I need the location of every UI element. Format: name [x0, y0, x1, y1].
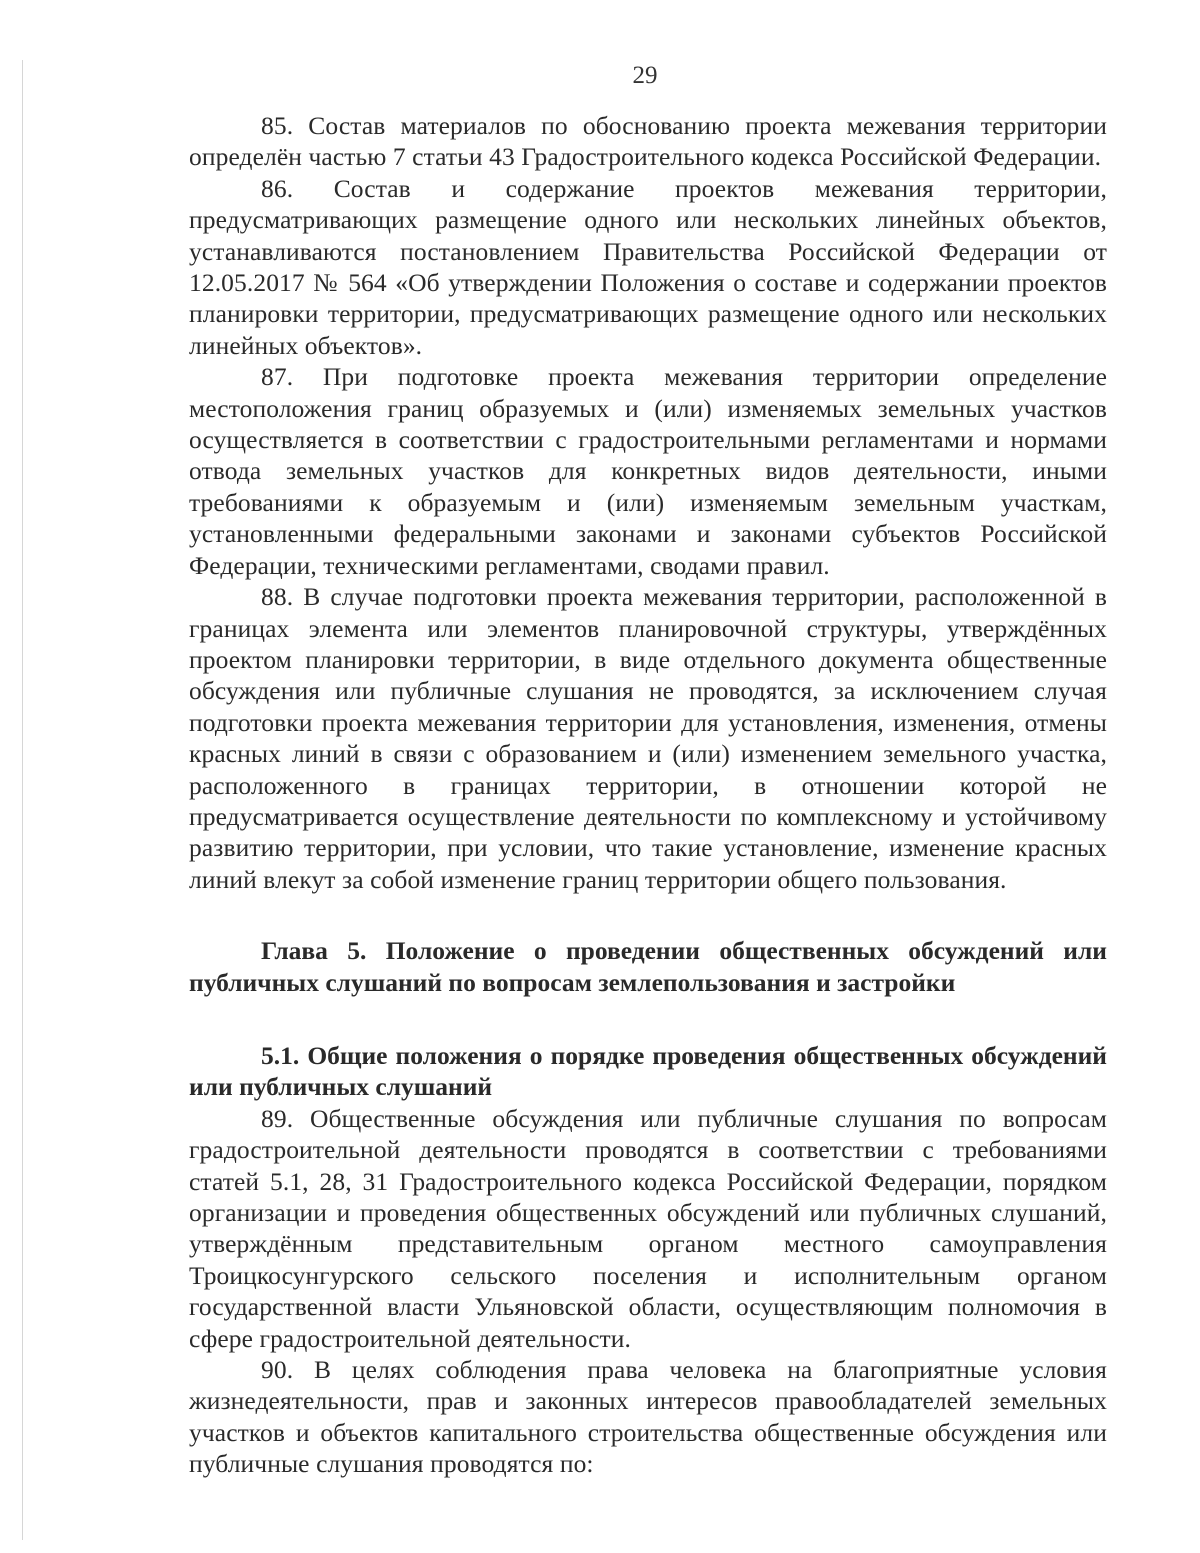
chapter-heading: Глава 5. Положение о проведении общественных обсуждений или публичных слушаний по вопросам землепользования и застройки: [189, 936, 1107, 997]
section-heading: 5.1. Общие положения о порядке проведения общественных обсуждений или публичных слушаний: [189, 1040, 1107, 1102]
paragraph-87: 87. При подготовке проекта межевания территории определение местоположения границ образуемых и (или) изменяемых земельных участков осуществляется в соответствии с градостроительными регламентами и нормами отвода земельных участков для конкретных видов деятельности, иными требованиями к образуемым и (или) изменяемым земельным участкам, установленными федеральными законами и законами субъектов Российской Федерации, техническими регламентами, сводами правил.: [189, 362, 1107, 580]
paragraph-90: 90. В целях соблюдения права человека на благоприятные условия жизнедеятельности, прав и законных интересов правообладателей земельных участков и объектов капитального строительства общественные обсуждения или публичные слушания проводятся по:: [189, 1355, 1107, 1479]
paragraph-86: 86. Состав и содержание проектов межевания территории, предусматривающих размещение одного или нескольких линейных объектов, устанавливаются постановлением Правительства Российской Федерации от 12.05.2017 № 564 «Об утверждении Положения о составе и содержании проектов планировки территории, предусматривающих размещение одного или нескольких линейных объектов».: [189, 173, 1107, 360]
paragraph-88: 88. В случае подготовки проекта межевания территории, расположенной в границах элемента или элементов планировочной структуры, утверждённых проектом планировки территории, в виде отдельного документа общественные обсуждения или публичные слушания не проводятся, за исключением случая подготовки проекта межевания территории для установления, изменения, отмены красных линий в связи с образованием и (или) изменением земельного участка, расположенного в границах территории, в отношении которой не предусматривается осуществление деятельности по комплексному и устойчивому развитию территории, при условии, что такие установление, изменение красных линий влекут за собой изменение границ территории общего пользования.: [189, 582, 1107, 894]
paragraph-85: 85. Состав материалов по обоснованию проекта межевания территории определён частью 7 статьи 43 Градостроительного кодекса Российской Федерации.: [189, 111, 1107, 172]
scan-edge-line: [22, 60, 23, 1540]
page-number: 29: [632, 62, 658, 89]
paragraph-89: 89. Общественные обсуждения или публичные слушания по вопросам градостроительной деятельности проводятся в соответствии с требованиями статей 5.1, 28, 31 Градостроительного кодекса Российской Федерации, порядком организации и проведения общественных обсуждений или публичных слушаний, утверждённым представительным органом местного самоуправления Троицкосунгурского сельского поселения и исполнительным органом государственной власти Ульяновской области, осуществляющим полномочия в сфере градостроительной деятельности.: [189, 1103, 1107, 1353]
document-body: [189, 110, 1107, 1480]
